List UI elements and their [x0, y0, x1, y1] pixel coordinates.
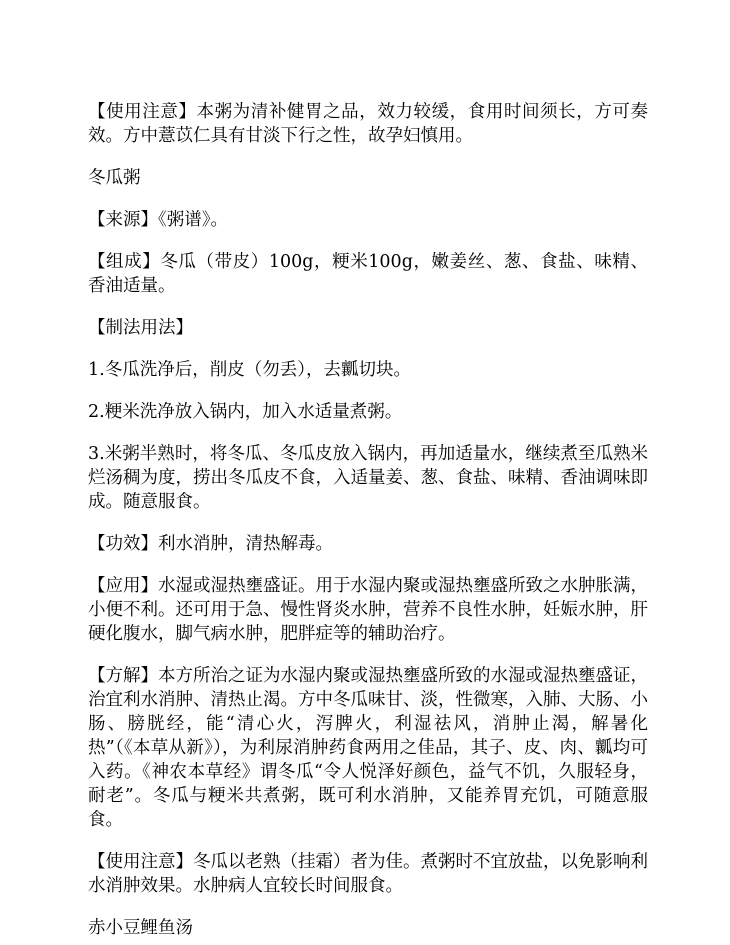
section-heading-method: 【制法用法】 — [88, 318, 193, 338]
document-body — [88, 100, 648, 940]
method-step-3: 3.米粥半熟时，将冬瓜、冬瓜皮放入锅内，再加适量水，继续煮至瓜熟米烂汤稠为度，捞出冬瓜皮不食，入适量姜、葱、食盐、味精、香油调味即成。随意服食。 — [88, 444, 648, 512]
paragraph-application: 【应用】水湿或湿热壅盛证。用于水湿内聚或湿热壅盛所致之水肿胀满，小便不利。还可用于急、慢性肾炎水肿，营养不良性水肿，妊娠水肿，肝硬化腹水，脚气病水肿，肥胖症等的辅助治疗。 — [88, 576, 648, 644]
paragraph-source: 【来源】《粥谱》。 — [88, 210, 228, 230]
recipe-title-red-bean-carp-soup: 赤小豆鲤鱼汤 — [88, 918, 193, 938]
method-step-2: 2.粳米洗净放入锅内，加入水适量煮粥。 — [88, 402, 403, 422]
recipe-title-winter-melon-porridge: 冬瓜粥 — [88, 168, 141, 188]
paragraph-efficacy: 【功效】利水消肿，清热解毒。 — [88, 534, 333, 554]
paragraph-ingredients: 【组成】冬瓜（带皮）100g，粳米100g，嫩姜丝、葱、食盐、味精、香油适量。 — [88, 252, 648, 296]
paragraph-explanation: 【方解】本方所治之证为水湿内聚或湿热壅盛所致的水湿或湿热壅盛证，治宜利水消肿、清热止渴。方中冬瓜味甘、淡，性微寒，入肺、大肠、小肠、膀胱经，能“清心火，泻脾火，利湿祛风，消肿止渴，解暑化热”（《本草从新》），为利尿消肿药食两用之佳品，其子、皮、肉、瓤均可入药。《神农本草经》谓冬瓜“令人悦泽好颜色，益气不饥，久服轻身，耐老”。冬瓜与粳米共煮粥，既可利水消肿，又能养胃充饥，可随意服食。 — [88, 666, 648, 830]
method-step-1: 1.冬瓜洗净后，削皮（勿丢），去瓤切块。 — [88, 360, 411, 380]
paragraph-usage-note-prev: 【使用注意】本粥为清补健胃之品，效力较缓，食用时间须长，方可奏效。方中薏苡仁具有甘淡下行之性，故孕妇慎用。 — [88, 102, 648, 146]
paragraph-usage-note: 【使用注意】冬瓜以老熟（挂霜）者为佳。煮粥时不宜放盐，以免影响利水消肿效果。水肿病人宜较长时间服食。 — [88, 852, 648, 896]
